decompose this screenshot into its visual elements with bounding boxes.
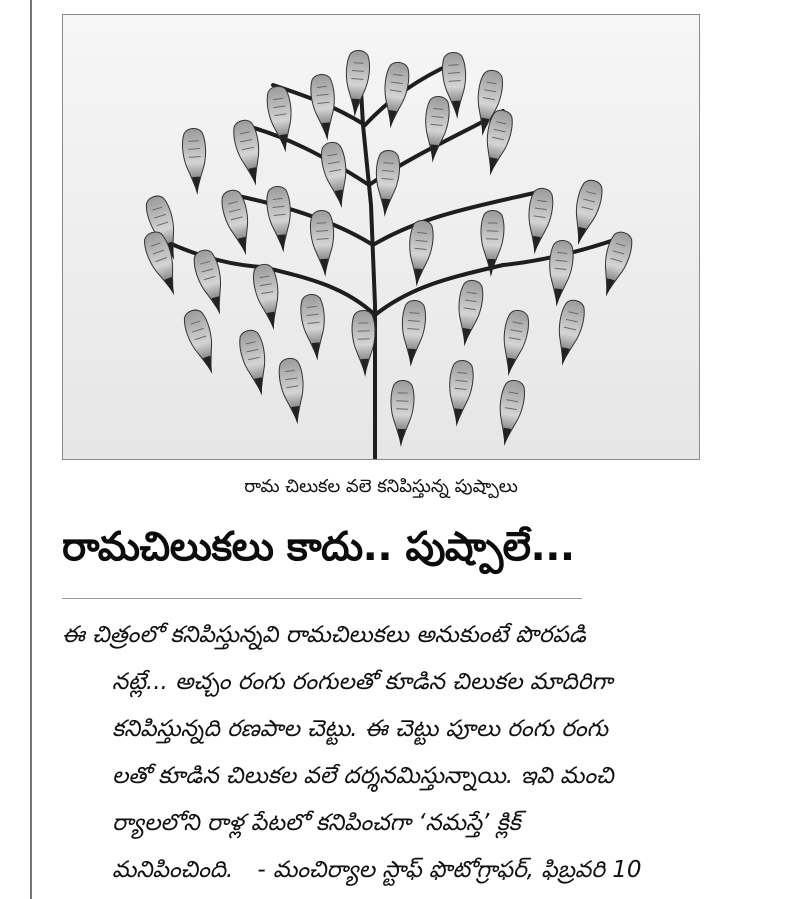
body-line-5: ర్యాలలోని రాళ్ల పేటలో కనిపించగా ‘నమస్తే’ క్లిక్ (112, 810, 521, 836)
article-body (62, 612, 762, 894)
headline-divider (62, 598, 582, 599)
news-photo (62, 14, 700, 460)
photo-caption: రామ చిలుకల వలె కనిపిస్తున్న పుష్పాలు (244, 476, 518, 497)
body-line-4: లతో కూడిన చిలుకల వలే దర్శనమిస్తున్నాయి. ఇవి మంచి (112, 763, 614, 789)
photo-credit: - మంచిర్యాల స్టాఫ్ ఫొటోగ్రాఫర్, ఫిబ్రవరి 10 (257, 857, 642, 883)
body-line-2: నట్లే... అచ్చం రంగు రంగులతో కూడిన చిలుకల మాదిరిగా (112, 669, 613, 695)
body-line-3: కనిపిస్తున్నది రణపాల చెట్టు. ఈ చెట్టు పూలు రంగు రంగు (112, 716, 608, 742)
body-line-6-text: మనిపించింది. (112, 857, 234, 883)
body-line-6 (62, 847, 762, 894)
headline: రామచిలుకలు కాదు.. పుష్పాలే... (62, 524, 575, 570)
flowering-plant-photo (63, 15, 699, 459)
body-line-1: ఈ చిత్రంలో కనిపిస్తున్నవి రామచిలుకలు అనుకుంటే పొరపడి (62, 622, 586, 648)
column-divider (30, 0, 32, 899)
